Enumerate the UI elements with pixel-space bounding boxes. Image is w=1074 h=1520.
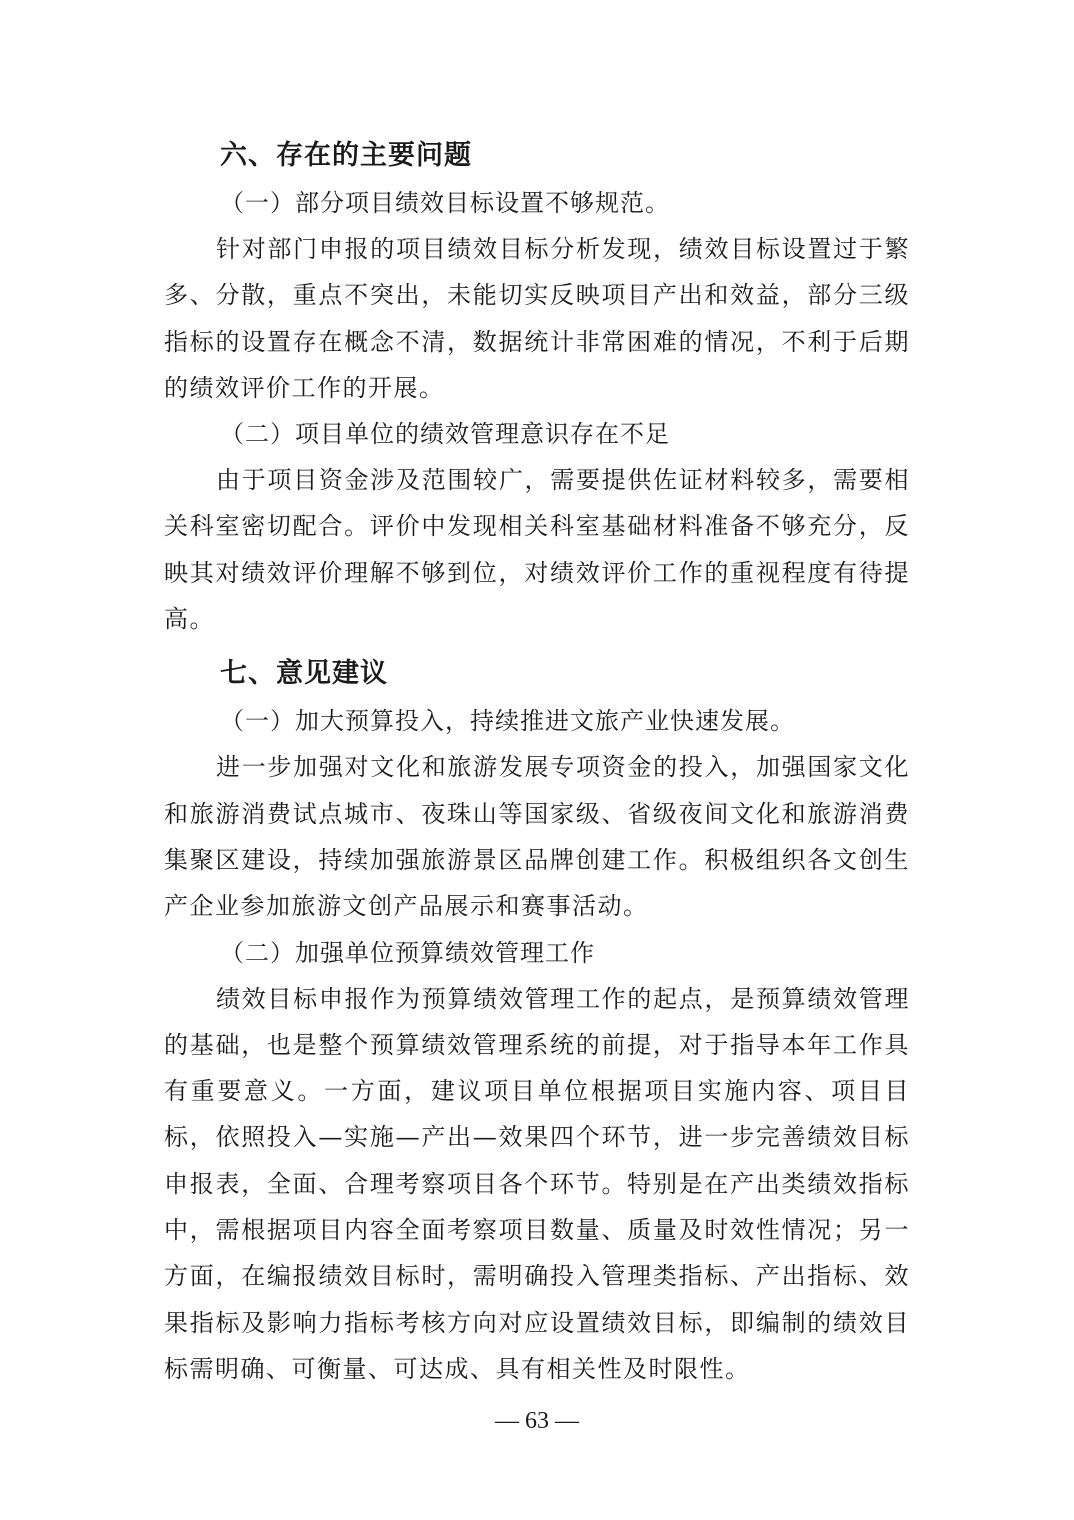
section-spacer	[164, 642, 910, 650]
section-6-heading: 六、存在的主要问题	[220, 140, 472, 171]
page-content	[164, 132, 910, 1392]
section-6-item-1-body: 针对部门申报的项目绩效目标分析发现，绩效目标设置过于繁多、分散，重点不突出，未能切实反映项目产出和效益，部分三级指标的设置存在概念不清，数据统计非常困难的情况，不利于后期的绩效评价工作的开展。	[164, 235, 910, 402]
section-7-heading: 七、意见建议	[220, 658, 388, 690]
section-7-item-2-body: 绩效目标申报作为预算绩效管理工作的起点，是预算绩效管理的基础，也是整个预算绩效管理系统的前提，对于指导本年工作具有重要意义。一方面，建议项目单位根据项目实施内容、项目目标，依照投入—实施—产出—效果四个环节，进一步完善绩效目标申报表，全面、合理考察项目各个环节。特别是在产出类绩效指标中，需根据项目内容全面考察项目数量、质量及时效性情况；另一方面，在编报绩效目标时，需明确投入管理类指标、产出指标、效果指标及影响力指标考核方向对应设置绩效目标，即编制的绩效目标需明确、可衡量、可达成、具有相关性及时限性。	[164, 984, 910, 1383]
section-6-item-1-title: （一）部分项目绩效目标设置不够规范。	[220, 189, 670, 217]
section-7-item-1-body: 进一步加强对文化和旅游发展专项资金的投入，加强国家文化和旅游消费试点城市、夜珠山等国家级、省级夜间文化和旅游消费集聚区建设，持续加强旅游景区品牌创建工作。积极组织各文创生产企业参加旅游文创产品展示和赛事活动。	[164, 753, 910, 921]
section-6-item-2-body: 由于项目资金涉及范围较广，需要提供佐证材料较多，需要相关科室密切配合。评价中发现相关科室基础材料准备不够充分，反映其对绩效评价理解不够到位，对绩效评价工作的重视程度有待提高。	[164, 466, 910, 634]
section-6-item-2-title: （二）项目单位的绩效管理意识存在不足	[220, 420, 670, 449]
page-number: — 63 —	[495, 1408, 579, 1434]
section-7-item-1-title: （一）加大预算投入，持续推进文旅产业快速发展。	[220, 707, 795, 736]
section-7-item-2-title: （二）加强单位预算绩效管理工作	[220, 938, 595, 967]
